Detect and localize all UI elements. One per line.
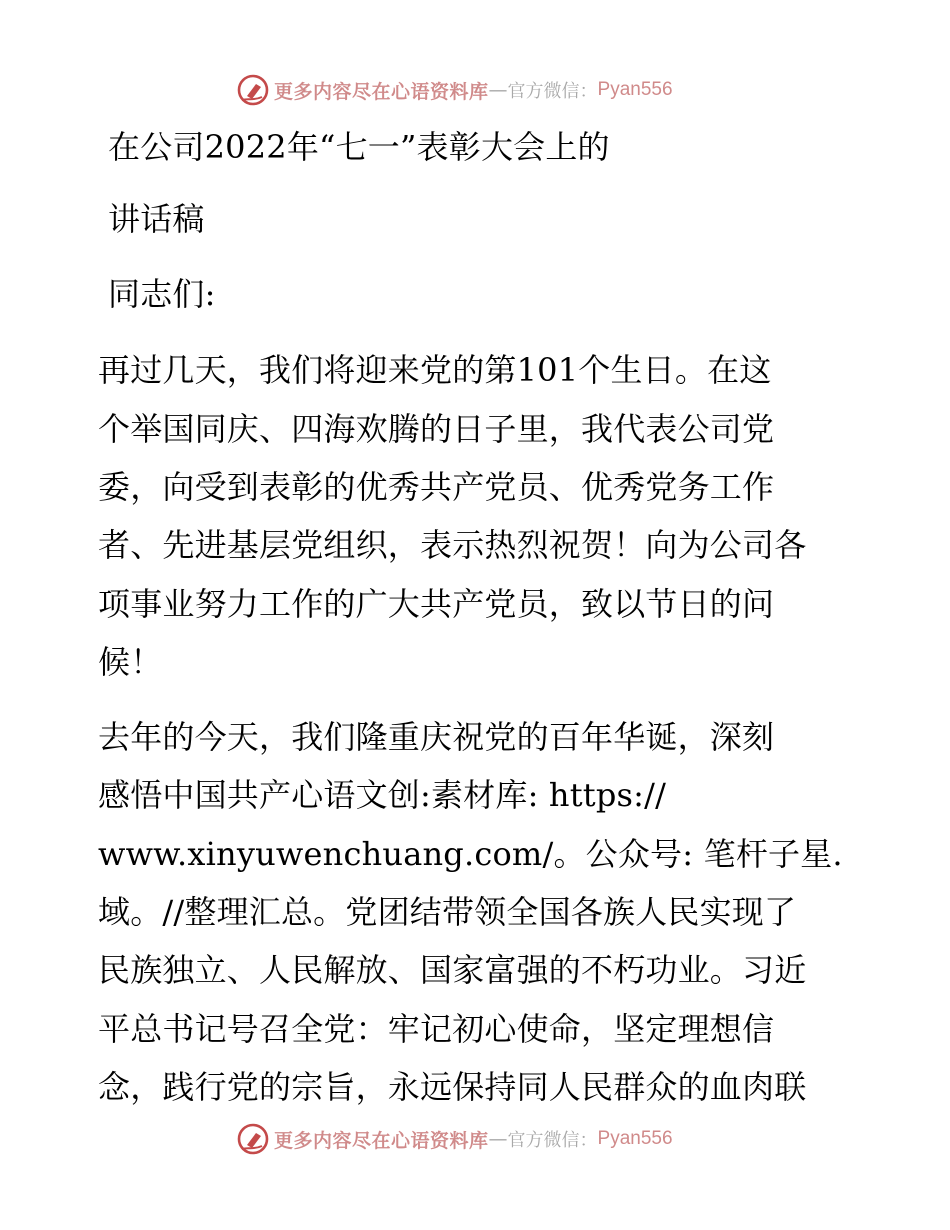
paragraph-line: 再过几天，我们将迎来党的第101个生日。在这 [98, 351, 772, 389]
footer-watermark [236, 1122, 673, 1156]
paragraph-line: 念，践行党的宗旨，永远保持同人民群众的血肉联 [98, 1068, 807, 1106]
document-title-line-1: 在公司2022年“七一”表彰大会上的 [108, 128, 610, 166]
paragraph-line: 委，向受到表彰的优秀共产党员、优秀党务工作 [98, 468, 775, 506]
paragraph-line: 者、先进基层党组织，表示热烈祝贺！向为公司各 [98, 526, 807, 564]
header-watermark [236, 73, 673, 107]
document-title-line-2: 讲话稿 [108, 200, 205, 238]
pen-nib-circle-logo [236, 1122, 270, 1156]
watermark-main-text: 更多内容尽在心语资料库 [274, 80, 489, 103]
watermark-main-text: 更多内容尽在心语资料库 [274, 1129, 489, 1152]
watermark-contact-id: Pyan556 [597, 79, 673, 100]
paragraph-line: 平总书记号召全党：牢记初心使命，坚定理想信 [98, 1010, 775, 1048]
paragraph-line: 民族独立、人民解放、国家富强的不朽功业。习近 [98, 951, 807, 989]
paragraph-line: 候！ [98, 643, 163, 681]
watermark-separator: — [488, 1128, 508, 1150]
paragraph-line: 去年的今天，我们隆重庆祝党的百年华诞，深刻 [98, 718, 775, 756]
watermark-contact-label: 官方微信： [507, 81, 598, 102]
paragraph-line: 感悟中国共产心语文创:素材库: https:// [98, 776, 667, 814]
paragraph-line: 项事业努力工作的广大共产党员，致以节日的问 [98, 585, 775, 623]
watermark-contact-id: Pyan556 [597, 1128, 673, 1149]
salutation: 同志们: [108, 275, 216, 313]
watermark-contact-label: 官方微信： [507, 1130, 598, 1151]
paragraph-line: 个举国同庆、四海欢腾的日子里，我代表公司党 [98, 410, 775, 448]
watermark-separator: — [488, 79, 508, 101]
paragraph-line: 域。//整理汇总。党团结带领全国各族人民实现了 [98, 893, 797, 931]
pen-nib-circle-logo [236, 73, 270, 107]
paragraph-line: www.xinyuwenchuang.com/。公众号: 笔杆子星. [98, 835, 843, 873]
